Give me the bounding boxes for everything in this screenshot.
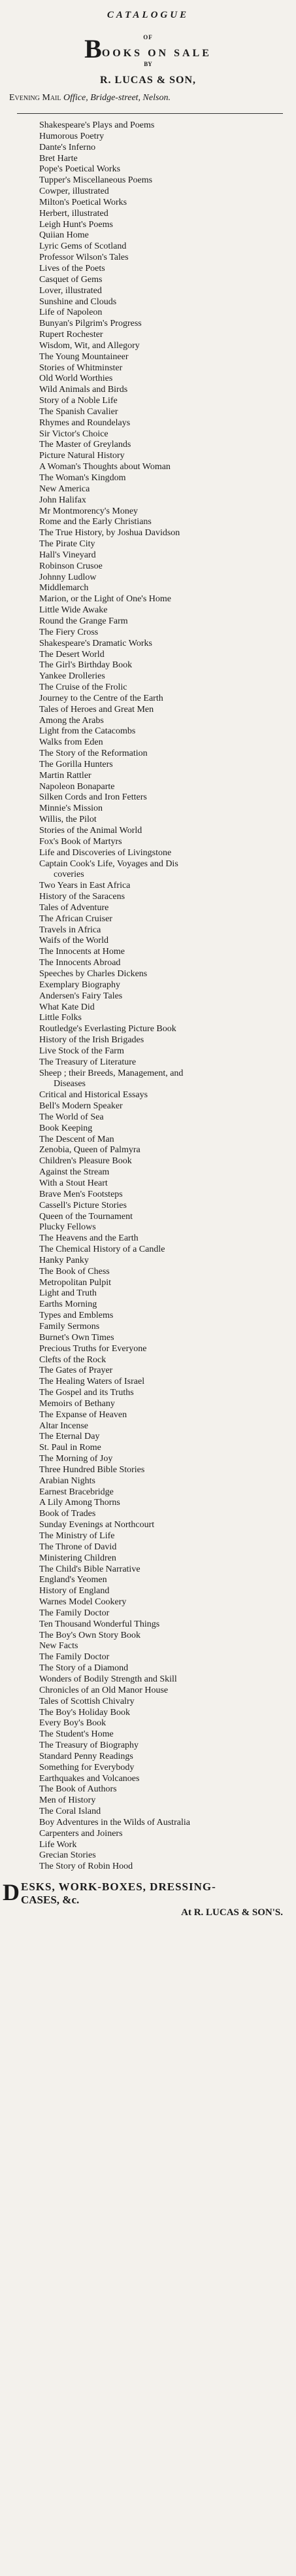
book-title: Tupper's Miscellaneous Poems <box>39 175 153 186</box>
book-title: Shakespeare's Dramatic Works <box>39 638 152 648</box>
book-title: Standard Penny Readings <box>39 1751 133 1761</box>
book-title: The Story of the Reformation <box>39 749 148 759</box>
book-title: Children's Pleasure Book <box>39 1156 132 1167</box>
desks-line-1: ESKS, WORK-BOXES, DRESSING- <box>21 1880 216 1894</box>
book-title: Middlemarch <box>39 583 89 593</box>
book-title: The Cruise of the Frolic <box>39 682 127 693</box>
book-title: New America <box>39 484 90 494</box>
book-title: Tales of Adventure <box>39 902 109 913</box>
book-title: The Young Mountaineer <box>39 351 129 362</box>
books-rest: OOKS ON SALE <box>101 48 212 59</box>
book-title: The World of Sea <box>39 1112 104 1122</box>
book-title: Lyric Gems of Scotland <box>39 241 127 252</box>
book-title: Tales of Heroes and Great Men <box>39 704 154 715</box>
book-title: Sir Victor's Choice <box>39 429 108 439</box>
book-title: New Facts <box>39 1641 78 1651</box>
book-title: Brave Men's Footsteps <box>39 1189 123 1199</box>
book-title: Andersen's Fairy Tales <box>39 991 123 1001</box>
book-title: Round the Grange Farm <box>39 616 128 626</box>
book-title: Rhymes and Roundelays <box>39 417 131 428</box>
book-title: The Spanish Cavalier <box>39 406 118 417</box>
desks-initial: D <box>3 1879 20 1906</box>
book-title: Stories of Whitminster <box>39 362 123 373</box>
book-title: Types and Emblems <box>39 1311 114 1321</box>
book-title: Story of a Noble Life <box>39 396 118 406</box>
book-title: The Pirate City <box>39 539 95 550</box>
book-title: Earths Morning <box>39 1299 97 1310</box>
book-title: The Chemical History of a Candle <box>39 1244 165 1255</box>
book-title: Dante's Inferno <box>39 142 96 152</box>
book-title: Napoleon Bonaparte <box>39 781 115 792</box>
desks-advert <box>3 1880 296 1907</box>
book-title: The Story of a Diamond <box>39 1663 129 1674</box>
book-title: Diseases <box>54 1079 86 1089</box>
book-title: Cowper, illustrated <box>39 186 109 197</box>
book-title: A Lily Among Thorns <box>39 1498 120 1508</box>
book-title: The Innocents at Home <box>39 947 125 957</box>
book-title: Bret Harte <box>39 153 78 164</box>
book-title: Critical and Historical Essays <box>39 1090 148 1101</box>
book-title: Little Wide Awake <box>39 605 108 616</box>
book-title: Something for Everybody <box>39 1762 135 1773</box>
book-title: Travels in Africa <box>39 925 101 935</box>
book-title: The Treasury of Literature <box>39 1057 137 1067</box>
book-title: History of the Irish Brigades <box>39 1035 144 1046</box>
book-title: Mr Montmorency's Money <box>39 506 139 516</box>
book-title: The Innocents Abroad <box>39 958 121 968</box>
book-title: Light and Truth <box>39 1288 97 1299</box>
book-title: St. Paul in Rome <box>39 1443 101 1453</box>
book-title: The True History, by Joshua Davidson <box>39 528 180 538</box>
catalogue-title: CATALOGUE <box>107 10 189 20</box>
book-title: The Boy's Holiday Book <box>39 1707 131 1718</box>
book-title: The Morning of Joy <box>39 1454 113 1464</box>
book-title: Three Hundred Bible Stories <box>39 1464 145 1475</box>
book-title: Metropolitan Pulpit <box>39 1277 112 1288</box>
book-title: Earnest Bracebridge <box>39 1487 114 1497</box>
book-title: The Boy's Own Story Book <box>39 1630 140 1640</box>
desks-line-2: CASES, &c. <box>21 1894 80 1907</box>
book-title: The Book of Chess <box>39 1266 110 1277</box>
of-line: OF <box>143 34 153 41</box>
book-title: History of the Saracens <box>39 892 125 902</box>
book-title: Waifs of the World <box>39 936 108 946</box>
book-title: Earthquakes and Volcanoes <box>39 1773 140 1784</box>
book-title: The Student's Home <box>39 1729 114 1740</box>
book-title: Routledge's Everlasting Picture Book <box>39 1024 176 1034</box>
book-title: The Descent of Man <box>39 1134 114 1144</box>
book-title: Wonders of Bodily Strength and Skill <box>39 1674 177 1684</box>
book-title: The Treasury of Biography <box>39 1740 139 1751</box>
book-title: Plucky Fellows <box>39 1222 96 1233</box>
book-title: Book of Trades <box>39 1509 96 1519</box>
book-title: Carpenters and Joiners <box>39 1828 123 1839</box>
book-title: The Book of Authors <box>39 1784 117 1795</box>
book-title: The Fiery Cross <box>39 627 99 637</box>
book-title: Life Work <box>39 1839 77 1850</box>
book-title: Cassell's Picture Stories <box>39 1200 127 1210</box>
book-title: Memoirs of Bethany <box>39 1398 115 1409</box>
book-title: Zenobia, Queen of Palmyra <box>39 1145 140 1156</box>
book-title: The Family Doctor <box>39 1608 110 1618</box>
book-title: Professor Wilson's Tales <box>39 253 129 263</box>
book-title: Johnny Ludlow <box>39 572 97 582</box>
book-title: Burnet's Own Times <box>39 1332 114 1343</box>
book-title: Speeches by Charles Dickens <box>39 968 148 979</box>
book-title: Minnie's Mission <box>39 803 103 814</box>
book-title: Precious Truths for Everyone <box>39 1343 147 1354</box>
book-title: The Coral Island <box>39 1807 101 1817</box>
book-title: Chronicles of an Old Manor House <box>39 1685 169 1695</box>
book-title: Rupert Rochester <box>39 330 103 340</box>
book-title: The Eternal Day <box>39 1432 100 1442</box>
book-title: Wild Animals and Birds <box>39 385 128 395</box>
book-title: Against the Stream <box>39 1167 110 1178</box>
book-title: Lover, illustrated <box>39 285 102 296</box>
book-title: Life and Discoveries of Livingstone <box>39 847 172 858</box>
firm-name: R. LUCAS & SON, <box>99 75 196 86</box>
book-title: England's Yeomen <box>39 1575 107 1585</box>
book-title: Milton's Poetical Works <box>39 197 127 207</box>
book-title: Two Years in East Africa <box>39 881 131 891</box>
book-title: Fox's Book of Martyrs <box>39 836 122 847</box>
book-title: Tales of Scottish Chivalry <box>39 1696 135 1706</box>
book-title: Wisdom, Wit, and Allegory <box>39 340 140 351</box>
book-title: Stories of the Animal World <box>39 826 142 836</box>
book-title: What Kate Did <box>39 1002 95 1012</box>
book-title: Exemplary Biography <box>39 979 121 990</box>
book-title: The Healing Waters of Israel <box>39 1377 145 1387</box>
book-title: Boy Adventures in the Wilds of Australia <box>39 1817 190 1827</box>
book-title: The Throne of David <box>39 1542 117 1552</box>
book-title: coveries <box>54 870 84 880</box>
book-title: The Story of Robin Hood <box>39 1861 133 1872</box>
book-title: The Child's Bible Narrative <box>39 1564 140 1574</box>
book-title: Ten Thousand Wonderful Things <box>39 1619 160 1629</box>
book-title: Hall's Vineyard <box>39 550 96 560</box>
book-title: Altar Incense <box>39 1420 89 1431</box>
book-title: Among the Arabs <box>39 715 104 726</box>
book-title: The Gorilla Hunters <box>39 759 113 769</box>
book-title: Hanky Panky <box>39 1255 89 1265</box>
book-title: The Heavens and the Earth <box>39 1233 139 1244</box>
book-title: The Expanse of Heaven <box>39 1409 127 1420</box>
book-title: Shakespeare's Plays and Poems <box>39 120 155 130</box>
book-title: Sunshine and Clouds <box>39 296 117 307</box>
book-title: Bunyan's Pilgrim's Progress <box>39 319 142 329</box>
book-title: Old World Worthies <box>39 374 113 384</box>
book-title: John Halifax <box>39 495 86 505</box>
book-title: Grecian Stories <box>39 1850 96 1861</box>
book-list <box>0 120 296 1873</box>
books-initial: B <box>84 34 102 63</box>
book-title: Marion, or the Light of One's Home <box>39 594 171 605</box>
book-title: Queen of the Tournament <box>39 1211 133 1222</box>
book-title: The Gates of Prayer <box>39 1366 113 1376</box>
book-title: Rome and the Early Christians <box>39 517 152 527</box>
book-title: Willis, the Pilot <box>39 815 97 825</box>
header-divider <box>17 113 283 114</box>
book-title: Martin Rattler <box>39 770 91 781</box>
book-title: Herbert, illustrated <box>39 208 108 219</box>
book-title: Men of History <box>39 1795 96 1806</box>
office-rest: Office, Bridge-street, Nelson. <box>63 93 171 103</box>
book-title: Captain Cook's Life, Voyages and Dis <box>39 858 178 869</box>
desks-firm: At R. LUCAS & SON'S. <box>181 1907 283 1918</box>
book-title: Light from the Catacombs <box>39 726 136 737</box>
book-title: The Woman's Kingdom <box>39 473 126 483</box>
book-title: History of England <box>39 1586 110 1597</box>
book-title: Picture Natural History <box>39 451 125 461</box>
book-title: Family Sermons <box>39 1321 100 1332</box>
book-title: Leigh Hunt's Poems <box>39 219 113 230</box>
book-title: A Woman's Thoughts about Woman <box>39 462 171 472</box>
book-title: Journey to the Centre of the Earth <box>39 693 163 703</box>
book-title: The Girl's Birthday Book <box>39 660 133 671</box>
book-title: Walks from Eden <box>39 737 103 748</box>
office-prefix: Evening Mail <box>9 93 61 103</box>
book-title: Sheep ; their Breeds, Management, and <box>39 1068 184 1078</box>
book-title: The Ministry of Life <box>39 1531 115 1541</box>
book-title: The Master of Greylands <box>39 440 131 450</box>
book-title: Quiian Home <box>39 230 89 241</box>
book-title: Pope's Poetical Works <box>39 164 121 175</box>
book-title: The African Cruiser <box>39 913 112 924</box>
book-title: Silken Cords and Iron Fetters <box>39 792 147 803</box>
book-title: Humorous Poetry <box>39 131 105 141</box>
book-title: Live Stock of the Farm <box>39 1046 124 1056</box>
book-title: Yankee Drolleries <box>39 671 105 682</box>
book-title: The Family Doctor <box>39 1652 110 1663</box>
book-title: Every Boy's Book <box>39 1718 107 1729</box>
book-title: Lives of the Poets <box>39 263 105 273</box>
book-title: Bell's Modern Speaker <box>39 1101 123 1112</box>
book-title: Warnes Model Cookery <box>39 1597 127 1608</box>
book-title: Little Folks <box>39 1013 82 1023</box>
book-title: The Gospel and its Truths <box>39 1388 134 1398</box>
book-title: Casquet of Gems <box>39 274 103 285</box>
book-title: Life of Napoleon <box>39 308 103 318</box>
book-title: Book Keeping <box>39 1123 93 1133</box>
book-title: With a Stout Heart <box>39 1178 108 1188</box>
book-title: The Desert World <box>39 649 105 660</box>
by-line: BY <box>144 61 152 67</box>
book-title: Clefts of the Rock <box>39 1354 107 1365</box>
book-title: Robinson Crusoe <box>39 561 103 571</box>
book-title: Arabian Nights <box>39 1475 95 1486</box>
book-title: Ministering Children <box>39 1553 116 1563</box>
office-address <box>9 92 296 104</box>
book-title: Sunday Evenings at Northcourt <box>39 1520 155 1530</box>
